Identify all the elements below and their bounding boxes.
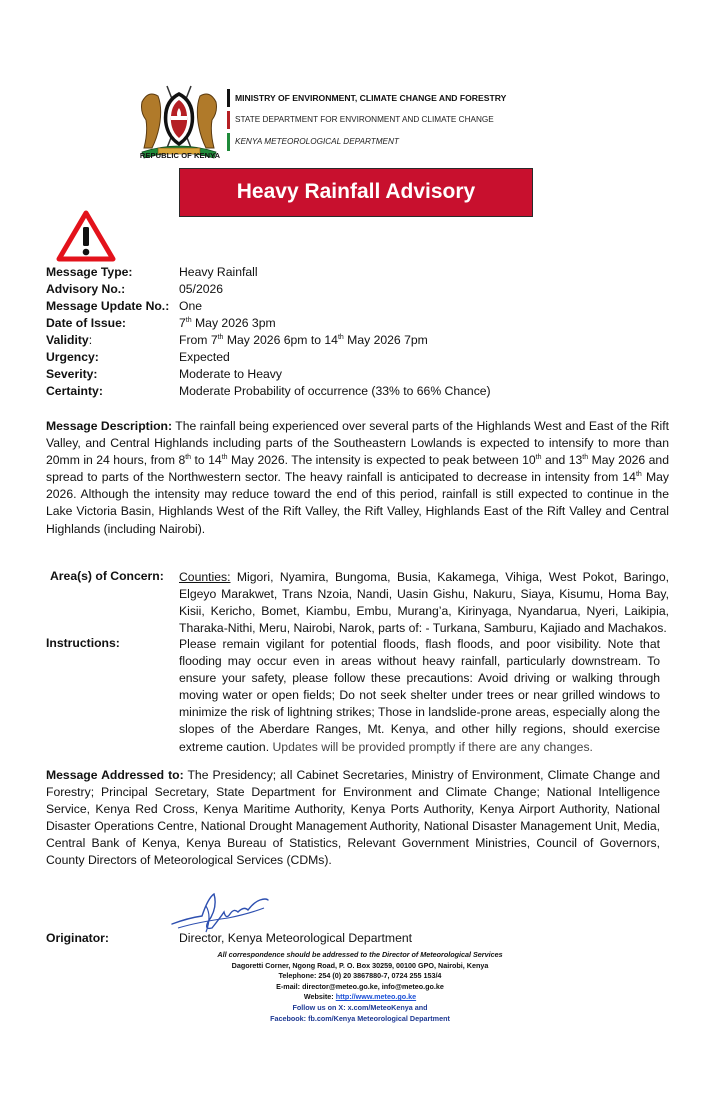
advisory-no-label: Advisory No.: <box>46 282 126 296</box>
website-link[interactable]: http://www.meteo.go.ke <box>335 992 417 1002</box>
coat-of-arms-caption: REPUBLIC OF KENYA <box>139 151 221 160</box>
addressed-to-label: Message Addressed to: <box>46 768 184 782</box>
originator-value: Director, Kenya Meteorological Department <box>179 931 413 945</box>
message-description-text: The rainfall being experienced over several parts of the Highlands West and East of the Rift Valley, and Central Highlands including parts of the Southeastern Lowlands is expected to intensify to more than 20mm in 24 hours, from 8th to 14th May 2026. The intensity is expected to peak between 10th and 13th May 2026 and spread to parts of the Northwestern sector. The heavy rainfall is anticipated to decrease in intensity from 14th May 2026. Although the intensity may reduce toward the end of this period, rainfall is still expected to continue in the Lake Victoria Basin, Highlands West of the Rift Valley, the Rift Valley, Highlands East of the Rift Valley and Central Highlands (including Nairobi). <box>46 419 669 536</box>
date-of-issue-label: Date of Issue: <box>46 316 126 330</box>
warning-triangle-icon <box>56 210 116 262</box>
severity-value: Moderate to Heavy <box>179 367 282 381</box>
date-of-issue-value: 7th May 2026 3pm <box>179 316 276 330</box>
contact-footer <box>160 950 560 1024</box>
advisory-details <box>46 264 686 400</box>
correspondence-note: All correspondence should be addressed to the Director of Meteorological Services <box>217 950 503 959</box>
advisory-no-row <box>46 281 686 298</box>
urgency-label: Urgency: <box>46 350 99 364</box>
telephone: Telephone: 254 (0) 20 3867880-7, 0724 255 153/4 <box>278 971 442 981</box>
advisory-no-value: 05/2026 <box>179 282 224 296</box>
update-no-value: One <box>179 299 203 313</box>
postal-address: Dagoretti Corner, Ngong Road, P. O. Box 30259, 00100 GPO, Nairobi, Kenya <box>231 960 489 970</box>
ministry-name: MINISTRY OF ENVIRONMENT, CLIMATE CHANGE AND FORESTRY <box>227 88 506 108</box>
update-note: Updates will be provided promptly if there are any changes. <box>269 739 593 754</box>
counties-list: Migori, Nyamira, Bungoma, Busia, Kakamega, Vihiga, West Pokot, Baringo, Elgeyo Marakwet, Trans Nzoia, Nandi, Uasin Gishu, Nakuru, Siaya, Kisumu, Homa Bay, Kisii, Kericho, Bomet, Kiambu, Embu, Murang’a, Kirinyaga, Nyandarua, Nyeri, Laikipia, Tharaka-Nithi, Meru, Nairobi, Narok, parts of: - Turkana, Samburu, Kajiado and Machakos. <box>179 570 669 636</box>
validity-row <box>46 332 686 349</box>
department-name: KENYA METEOROLOGICAL DEPARTMENT <box>227 132 506 152</box>
facebook-line: Facebook: fb.com/Kenya Meteorological Department <box>270 1013 450 1023</box>
update-no-row <box>46 298 686 315</box>
instructions-text: Please remain vigilant for potential floods, flash floods, and poor visibility. Note that flooding may occur even in areas without heavy rainfall, particularly downstream. To ensure your safety, please follow these precautions: Avoid driving or walking through moving water or open fields; Do not seek shelter under trees or near grilled windows to minimize the risk of lightning strikes; Those in landslide-prone areas, especially along the slopes of the Aberdare Ranges, Mt. Kenya, and other hilly regions, should exercise extreme caution. Updates will be provided promptly if there are any changes. <box>179 637 660 754</box>
counties-label: Counties: <box>179 570 231 584</box>
urgency-row <box>46 349 686 366</box>
certainty-label: Certainty: <box>46 384 103 398</box>
urgency-value: Expected <box>179 350 230 364</box>
website-line: Website: http://www.meteo.go.ke <box>303 992 417 1002</box>
validity-value: From 7th May 2026 6pm to 14th May 2026 7pm <box>179 333 428 347</box>
areas-of-concern-text <box>179 569 669 637</box>
instructions-label: Instructions: <box>46 636 120 650</box>
message-description <box>46 418 669 538</box>
validity-label: Validity: <box>46 333 93 347</box>
message-description-label: Message Description: <box>46 419 173 433</box>
message-addressed-to <box>46 767 660 870</box>
addressed-to-text: The Presidency; all Cabinet Secretaries, Ministry of Environment, Climate Change and Forestry; Principal Secretary, State Department for Environment and Climate Change; National Intelligence Service, Kenya Red Cross, Kenya Maritime Authority, Kenya Ports Authority, Kenya Airport Authority, National Disaster Operations Centre, National Drought Management Authority, National Disaster Management Unit, Media, Central Bank of Kenya, Kenya Bureau of Statistics, Relevant Government Ministries, Council of Governors, County Directors of Meteorological Services (CDMs). <box>46 768 660 868</box>
severity-row <box>46 366 686 383</box>
organization-header <box>227 88 506 154</box>
severity-label: Severity: <box>46 367 98 381</box>
advisory-title-banner: Heavy Rainfall Advisory <box>179 168 533 217</box>
certainty-value: Moderate Probability of occurrence (33% to 66% Chance) <box>179 384 491 398</box>
state-department-name: STATE DEPARTMENT FOR ENVIRONMENT AND CLIMATE CHANGE <box>227 110 506 130</box>
update-no-label: Message Update No.: <box>46 299 170 313</box>
date-of-issue-row <box>46 315 686 332</box>
areas-of-concern-label: Area(s) of Concern: <box>50 569 164 583</box>
originator-label: Originator: <box>46 931 109 945</box>
message-type-label: Message Type: <box>46 265 133 279</box>
message-type-row <box>46 264 686 281</box>
certainty-row <box>46 383 686 400</box>
email: E-mail: director@meteo.go.ke, info@meteo.go.ke <box>276 981 444 991</box>
x-follow-line: Follow us on X: x.com/MeteoKenya and <box>292 1002 428 1012</box>
message-type-value: Heavy Rainfall <box>179 265 258 279</box>
